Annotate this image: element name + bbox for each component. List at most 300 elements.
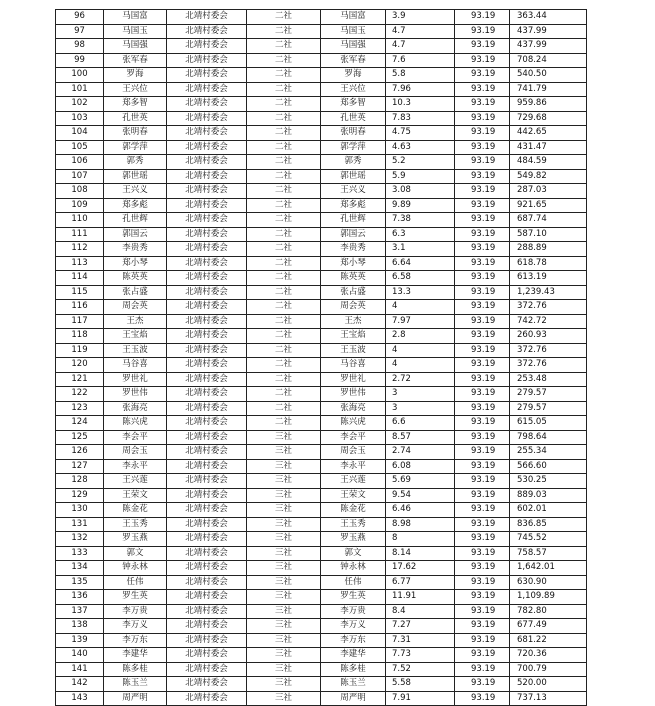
cell-farmer-name: 周严明	[104, 691, 167, 706]
cell-village-committee: 北靖村委会	[167, 459, 247, 474]
cell-row-number: 143	[56, 691, 104, 706]
cell-unit-price: 93.19	[455, 561, 510, 576]
cell-village-committee: 北靖村委会	[167, 445, 247, 460]
cell-row-number: 140	[56, 648, 104, 663]
cell-group: 二社	[247, 372, 321, 387]
cell-unit-price: 93.19	[455, 126, 510, 141]
cell-village-committee: 北靖村委会	[167, 604, 247, 619]
cell-payee-name: 孔世辉	[321, 213, 386, 228]
cell-unit-price: 93.19	[455, 343, 510, 358]
cell-payee-name: 钟永林	[321, 561, 386, 576]
cell-subsidy-amount: 530.25	[510, 474, 587, 489]
cell-subsidy-amount: 1,109.89	[510, 590, 587, 605]
cell-row-number: 111	[56, 227, 104, 242]
cell-farmer-name: 王兴莲	[104, 474, 167, 489]
cell-row-number: 118	[56, 329, 104, 344]
table-row	[56, 619, 587, 634]
cell-payee-name: 陈英英	[321, 271, 386, 286]
cell-group: 三社	[247, 575, 321, 590]
cell-unit-price: 93.19	[455, 285, 510, 300]
cell-area: 3.9	[386, 10, 455, 25]
cell-area: 7.27	[386, 619, 455, 634]
cell-village-committee: 北靖村委会	[167, 488, 247, 503]
cell-unit-price: 93.19	[455, 329, 510, 344]
table-row	[56, 314, 587, 329]
cell-subsidy-amount: 630.90	[510, 575, 587, 590]
cell-payee-name: 郭国云	[321, 227, 386, 242]
cell-payee-name: 王杰	[321, 314, 386, 329]
cell-farmer-name: 张海亮	[104, 401, 167, 416]
cell-village-committee: 北靖村委会	[167, 401, 247, 416]
cell-unit-price: 93.19	[455, 401, 510, 416]
cell-unit-price: 93.19	[455, 53, 510, 68]
cell-row-number: 136	[56, 590, 104, 605]
cell-farmer-name: 罗海	[104, 68, 167, 83]
cell-area: 9.89	[386, 198, 455, 213]
cell-row-number: 141	[56, 662, 104, 677]
cell-village-committee: 北靖村委会	[167, 140, 247, 155]
cell-village-committee: 北靖村委会	[167, 474, 247, 489]
cell-village-committee: 北靖村委会	[167, 677, 247, 692]
cell-payee-name: 李万贵	[321, 604, 386, 619]
cell-payee-name: 陈金花	[321, 503, 386, 518]
cell-unit-price: 93.19	[455, 24, 510, 39]
cell-group: 二社	[247, 10, 321, 25]
cell-subsidy-amount: 437.99	[510, 39, 587, 54]
cell-area: 4.75	[386, 126, 455, 141]
cell-area: 4	[386, 300, 455, 315]
cell-village-committee: 北靖村委会	[167, 387, 247, 402]
cell-area: 8.14	[386, 546, 455, 561]
cell-unit-price: 93.19	[455, 140, 510, 155]
cell-row-number: 125	[56, 430, 104, 445]
cell-farmer-name: 郭世瑶	[104, 169, 167, 184]
cell-village-committee: 北靖村委会	[167, 343, 247, 358]
cell-subsidy-amount: 798.64	[510, 430, 587, 445]
cell-group: 三社	[247, 677, 321, 692]
cell-unit-price: 93.19	[455, 677, 510, 692]
cell-subsidy-amount: 1,239.43	[510, 285, 587, 300]
cell-payee-name: 罗玉燕	[321, 532, 386, 547]
cell-row-number: 105	[56, 140, 104, 155]
table-row	[56, 575, 587, 590]
cell-group: 三社	[247, 488, 321, 503]
table-row	[56, 329, 587, 344]
table-row	[56, 68, 587, 83]
cell-payee-name: 周严明	[321, 691, 386, 706]
cell-unit-price: 93.19	[455, 68, 510, 83]
cell-unit-price: 93.19	[455, 532, 510, 547]
cell-subsidy-amount: 566.60	[510, 459, 587, 474]
cell-village-committee: 北靖村委会	[167, 198, 247, 213]
cell-payee-name: 陈兴虎	[321, 416, 386, 431]
cell-payee-name: 郑多彪	[321, 198, 386, 213]
table-row	[56, 358, 587, 373]
cell-unit-price: 93.19	[455, 97, 510, 112]
cell-group: 二社	[247, 227, 321, 242]
cell-area: 7.31	[386, 633, 455, 648]
cell-farmer-name: 陈英英	[104, 271, 167, 286]
cell-village-committee: 北靖村委会	[167, 68, 247, 83]
cell-farmer-name: 马国玉	[104, 24, 167, 39]
table-row	[56, 10, 587, 25]
cell-group: 二社	[247, 24, 321, 39]
cell-farmer-name: 孔世辉	[104, 213, 167, 228]
cell-area: 7.38	[386, 213, 455, 228]
cell-area: 8.98	[386, 517, 455, 532]
table-row	[56, 488, 587, 503]
cell-row-number: 130	[56, 503, 104, 518]
cell-payee-name: 陈多桂	[321, 662, 386, 677]
cell-farmer-name: 孔世英	[104, 111, 167, 126]
cell-payee-name: 李万东	[321, 633, 386, 648]
cell-group: 三社	[247, 517, 321, 532]
cell-unit-price: 93.19	[455, 82, 510, 97]
cell-group: 二社	[247, 416, 321, 431]
cell-area: 6.08	[386, 459, 455, 474]
cell-farmer-name: 张军春	[104, 53, 167, 68]
cell-farmer-name: 郑多彪	[104, 198, 167, 213]
cell-row-number: 124	[56, 416, 104, 431]
cell-farmer-name: 陈玉兰	[104, 677, 167, 692]
cell-payee-name: 王兴位	[321, 82, 386, 97]
cell-unit-price: 93.19	[455, 256, 510, 271]
cell-area: 2.74	[386, 445, 455, 460]
cell-unit-price: 93.19	[455, 648, 510, 663]
table-row	[56, 169, 587, 184]
cell-farmer-name: 罗玉燕	[104, 532, 167, 547]
cell-village-committee: 北靖村委会	[167, 372, 247, 387]
cell-row-number: 135	[56, 575, 104, 590]
cell-village-committee: 北靖村委会	[167, 155, 247, 170]
cell-unit-price: 93.19	[455, 619, 510, 634]
cell-farmer-name: 王兴位	[104, 82, 167, 97]
cell-payee-name: 王玉波	[321, 343, 386, 358]
cell-unit-price: 93.19	[455, 488, 510, 503]
cell-group: 二社	[247, 155, 321, 170]
cell-village-committee: 北靖村委会	[167, 358, 247, 373]
cell-row-number: 114	[56, 271, 104, 286]
cell-group: 三社	[247, 590, 321, 605]
cell-village-committee: 北靖村委会	[167, 53, 247, 68]
cell-row-number: 119	[56, 343, 104, 358]
cell-payee-name: 张海亮	[321, 401, 386, 416]
table-row	[56, 677, 587, 692]
table-row	[56, 111, 587, 126]
cell-village-committee: 北靖村委会	[167, 213, 247, 228]
cell-payee-name: 罗世伟	[321, 387, 386, 402]
table-row	[56, 343, 587, 358]
cell-group: 二社	[247, 387, 321, 402]
cell-row-number: 107	[56, 169, 104, 184]
cell-subsidy-amount: 720.36	[510, 648, 587, 663]
cell-row-number: 101	[56, 82, 104, 97]
cell-payee-name: 马谷喜	[321, 358, 386, 373]
table-row	[56, 213, 587, 228]
cell-row-number: 129	[56, 488, 104, 503]
cell-farmer-name: 王兴义	[104, 184, 167, 199]
table-row	[56, 372, 587, 387]
cell-unit-price: 93.19	[455, 271, 510, 286]
cell-group: 三社	[247, 430, 321, 445]
cell-area: 3.1	[386, 242, 455, 257]
cell-farmer-name: 陈兴虎	[104, 416, 167, 431]
table-row	[56, 242, 587, 257]
cell-area: 6.46	[386, 503, 455, 518]
cell-payee-name: 张明春	[321, 126, 386, 141]
cell-area: 6.58	[386, 271, 455, 286]
cell-farmer-name: 郭学萍	[104, 140, 167, 155]
cell-village-committee: 北靖村委会	[167, 39, 247, 54]
cell-farmer-name: 罗生英	[104, 590, 167, 605]
cell-subsidy-amount: 615.05	[510, 416, 587, 431]
table-row	[56, 24, 587, 39]
cell-unit-price: 93.19	[455, 662, 510, 677]
cell-subsidy-amount: 288.89	[510, 242, 587, 257]
table-row	[56, 691, 587, 706]
cell-row-number: 126	[56, 445, 104, 460]
cell-village-committee: 北靖村委会	[167, 271, 247, 286]
cell-group: 二社	[247, 401, 321, 416]
cell-farmer-name: 郑小琴	[104, 256, 167, 271]
table-row	[56, 648, 587, 663]
cell-group: 三社	[247, 691, 321, 706]
cell-subsidy-amount: 729.68	[510, 111, 587, 126]
table-row	[56, 184, 587, 199]
cell-group: 三社	[247, 445, 321, 460]
cell-group: 三社	[247, 561, 321, 576]
table-row	[56, 300, 587, 315]
cell-subsidy-amount: 442.65	[510, 126, 587, 141]
cell-area: 11.91	[386, 590, 455, 605]
cell-subsidy-amount: 372.76	[510, 343, 587, 358]
table-row	[56, 285, 587, 300]
cell-row-number: 108	[56, 184, 104, 199]
cell-row-number: 97	[56, 24, 104, 39]
cell-area: 7.91	[386, 691, 455, 706]
cell-farmer-name: 李万贵	[104, 604, 167, 619]
cell-row-number: 121	[56, 372, 104, 387]
cell-area: 3	[386, 387, 455, 402]
cell-farmer-name: 李万东	[104, 633, 167, 648]
cell-row-number: 120	[56, 358, 104, 373]
cell-payee-name: 马国强	[321, 39, 386, 54]
cell-row-number: 117	[56, 314, 104, 329]
cell-subsidy-amount: 363.44	[510, 10, 587, 25]
cell-unit-price: 93.19	[455, 155, 510, 170]
cell-row-number: 104	[56, 126, 104, 141]
cell-village-committee: 北靖村委会	[167, 227, 247, 242]
cell-subsidy-amount: 921.65	[510, 198, 587, 213]
cell-row-number: 134	[56, 561, 104, 576]
cell-subsidy-amount: 437.99	[510, 24, 587, 39]
cell-group: 三社	[247, 459, 321, 474]
cell-farmer-name: 李永平	[104, 459, 167, 474]
cell-area: 6.64	[386, 256, 455, 271]
cell-group: 二社	[247, 329, 321, 344]
cell-subsidy-amount: 681.22	[510, 633, 587, 648]
cell-row-number: 102	[56, 97, 104, 112]
cell-unit-price: 93.19	[455, 300, 510, 315]
cell-unit-price: 93.19	[455, 10, 510, 25]
cell-row-number: 138	[56, 619, 104, 634]
cell-subsidy-amount: 549.82	[510, 169, 587, 184]
cell-subsidy-amount: 1,642.01	[510, 561, 587, 576]
cell-village-committee: 北靖村委会	[167, 97, 247, 112]
cell-subsidy-amount: 687.74	[510, 213, 587, 228]
cell-area: 8.4	[386, 604, 455, 619]
cell-unit-price: 93.19	[455, 546, 510, 561]
table-row	[56, 517, 587, 532]
cell-farmer-name: 郭秀	[104, 155, 167, 170]
cell-payee-name: 张军春	[321, 53, 386, 68]
cell-area: 2.8	[386, 329, 455, 344]
cell-subsidy-amount: 260.93	[510, 329, 587, 344]
cell-payee-name: 郭文	[321, 546, 386, 561]
cell-unit-price: 93.19	[455, 358, 510, 373]
cell-area: 5.69	[386, 474, 455, 489]
cell-farmer-name: 张占盛	[104, 285, 167, 300]
cell-village-committee: 北靖村委会	[167, 256, 247, 271]
cell-village-committee: 北靖村委会	[167, 561, 247, 576]
cell-unit-price: 93.19	[455, 459, 510, 474]
cell-unit-price: 93.19	[455, 604, 510, 619]
table-row	[56, 126, 587, 141]
cell-unit-price: 93.19	[455, 184, 510, 199]
table-row	[56, 459, 587, 474]
cell-area: 8.57	[386, 430, 455, 445]
cell-group: 二社	[247, 68, 321, 83]
table-row	[56, 662, 587, 677]
cell-area: 4	[386, 358, 455, 373]
cell-village-committee: 北靖村委会	[167, 300, 247, 315]
cell-village-committee: 北靖村委会	[167, 24, 247, 39]
cell-farmer-name: 周会玉	[104, 445, 167, 460]
table-row	[56, 198, 587, 213]
cell-group: 二社	[247, 358, 321, 373]
cell-farmer-name: 任伟	[104, 575, 167, 590]
cell-payee-name: 郭秀	[321, 155, 386, 170]
table-row	[56, 256, 587, 271]
cell-row-number: 128	[56, 474, 104, 489]
cell-village-committee: 北靖村委会	[167, 633, 247, 648]
table-row	[56, 387, 587, 402]
cell-row-number: 132	[56, 532, 104, 547]
table-body	[56, 10, 587, 706]
cell-farmer-name: 王玉波	[104, 343, 167, 358]
table-row	[56, 271, 587, 286]
cell-subsidy-amount: 700.79	[510, 662, 587, 677]
cell-row-number: 127	[56, 459, 104, 474]
cell-subsidy-amount: 372.76	[510, 358, 587, 373]
table-row	[56, 445, 587, 460]
cell-group: 二社	[247, 242, 321, 257]
cell-subsidy-amount: 372.76	[510, 300, 587, 315]
cell-row-number: 96	[56, 10, 104, 25]
table-row	[56, 82, 587, 97]
cell-payee-name: 周会英	[321, 300, 386, 315]
cell-area: 9.54	[386, 488, 455, 503]
cell-village-committee: 北靖村委会	[167, 590, 247, 605]
cell-village-committee: 北靖村委会	[167, 329, 247, 344]
cell-area: 6.6	[386, 416, 455, 431]
cell-payee-name: 郑小琴	[321, 256, 386, 271]
cell-subsidy-amount: 613.19	[510, 271, 587, 286]
cell-row-number: 131	[56, 517, 104, 532]
cell-unit-price: 93.19	[455, 227, 510, 242]
cell-area: 5.58	[386, 677, 455, 692]
cell-unit-price: 93.19	[455, 242, 510, 257]
cell-farmer-name: 罗世伟	[104, 387, 167, 402]
cell-subsidy-amount: 782.80	[510, 604, 587, 619]
cell-unit-price: 93.19	[455, 169, 510, 184]
cell-payee-name: 周会玉	[321, 445, 386, 460]
cell-row-number: 106	[56, 155, 104, 170]
cell-payee-name: 李会平	[321, 430, 386, 445]
cell-unit-price: 93.19	[455, 372, 510, 387]
cell-village-committee: 北靖村委会	[167, 619, 247, 634]
cell-row-number: 123	[56, 401, 104, 416]
cell-subsidy-amount: 741.79	[510, 82, 587, 97]
cell-payee-name: 王荣文	[321, 488, 386, 503]
table-row	[56, 401, 587, 416]
cell-group: 二社	[247, 285, 321, 300]
cell-unit-price: 93.19	[455, 111, 510, 126]
cell-subsidy-amount: 287.03	[510, 184, 587, 199]
table-row	[56, 590, 587, 605]
cell-unit-price: 93.19	[455, 213, 510, 228]
cell-group: 二社	[247, 314, 321, 329]
cell-area: 3.08	[386, 184, 455, 199]
cell-farmer-name: 王荣文	[104, 488, 167, 503]
cell-row-number: 98	[56, 39, 104, 54]
cell-area: 6.77	[386, 575, 455, 590]
cell-area: 2.72	[386, 372, 455, 387]
cell-subsidy-amount: 677.49	[510, 619, 587, 634]
cell-unit-price: 93.19	[455, 517, 510, 532]
cell-group: 二社	[247, 271, 321, 286]
cell-group: 二社	[247, 256, 321, 271]
cell-group: 三社	[247, 648, 321, 663]
cell-farmer-name: 陈多桂	[104, 662, 167, 677]
cell-area: 7.96	[386, 82, 455, 97]
cell-area: 6.3	[386, 227, 455, 242]
cell-village-committee: 北靖村委会	[167, 10, 247, 25]
cell-payee-name: 郑多智	[321, 97, 386, 112]
cell-group: 二社	[247, 82, 321, 97]
cell-payee-name: 罗海	[321, 68, 386, 83]
cell-area: 7.52	[386, 662, 455, 677]
cell-village-committee: 北靖村委会	[167, 285, 247, 300]
cell-area: 4	[386, 343, 455, 358]
table-row	[56, 155, 587, 170]
cell-area: 7.97	[386, 314, 455, 329]
table-row	[56, 633, 587, 648]
cell-row-number: 116	[56, 300, 104, 315]
cell-subsidy-amount: 587.10	[510, 227, 587, 242]
table-row	[56, 532, 587, 547]
cell-payee-name: 李永平	[321, 459, 386, 474]
cell-row-number: 99	[56, 53, 104, 68]
cell-subsidy-amount: 742.72	[510, 314, 587, 329]
cell-village-committee: 北靖村委会	[167, 314, 247, 329]
cell-group: 二社	[247, 39, 321, 54]
cell-village-committee: 北靖村委会	[167, 416, 247, 431]
cell-payee-name: 郭学萍	[321, 140, 386, 155]
cell-unit-price: 93.19	[455, 590, 510, 605]
cell-group: 二社	[247, 213, 321, 228]
table-row	[56, 97, 587, 112]
